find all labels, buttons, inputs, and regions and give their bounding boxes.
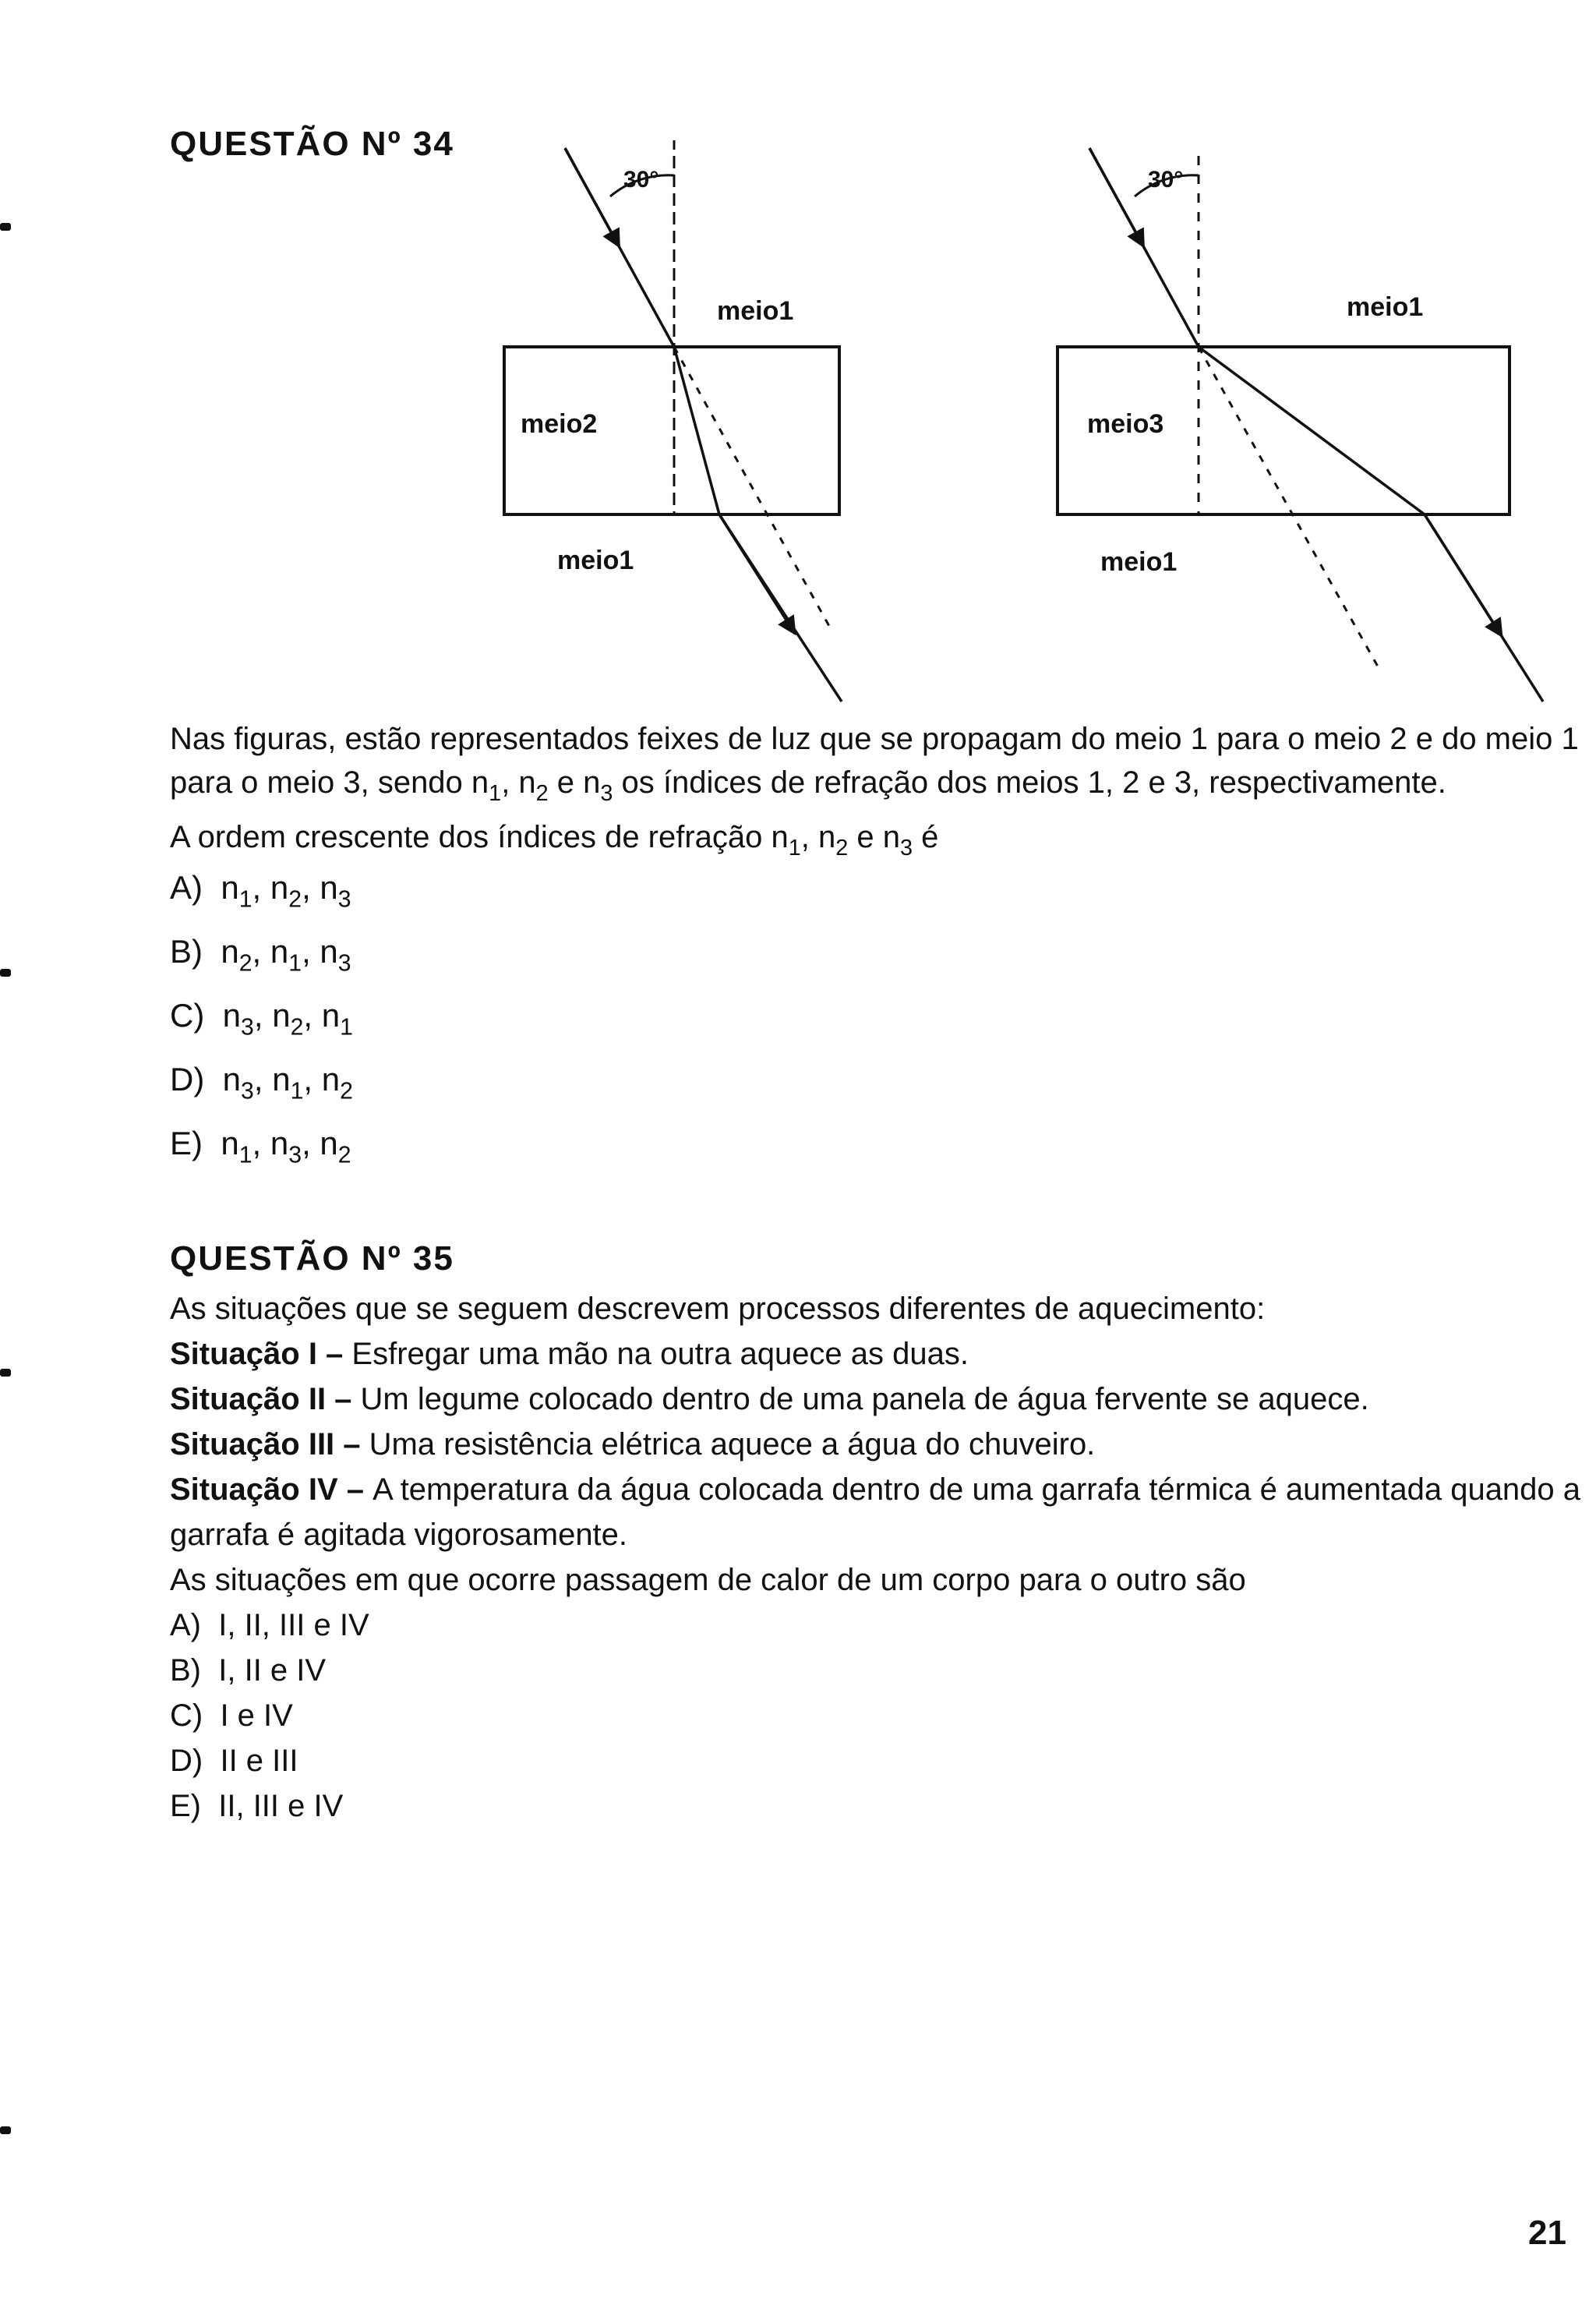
label-meio3: meio3 [1087, 409, 1164, 439]
situation-4: Situação IV – A temperatura da água colocada dentro de uma garrafa térmica é aumentada quando a [170, 1472, 1581, 1507]
question-35-body [170, 1286, 1580, 1829]
option-a[interactable]: A) $n_1$, $n_2$, $n_3$ [170, 869, 351, 913]
option-c[interactable]: C) I e IV [170, 1698, 293, 1733]
question-34-options [170, 869, 353, 1189]
stem-line-3: A ordem crescente dos índices de refração $n_1$, $n_2$ e $n_3$ é [170, 820, 939, 861]
question-34-stem [170, 717, 1579, 870]
question-34-heading: QUESTÃO Nº 34 [170, 125, 454, 163]
label-meio2: meio2 [521, 409, 598, 439]
situation-2: Situação II – Um legume colocado dentro de uma panela de água fervente se aquece. [170, 1382, 1369, 1416]
angle-label-left: 30° [623, 167, 659, 193]
label-meio1-top-left: meio1 [717, 296, 794, 326]
refraction-figure [468, 140, 1590, 725]
margin-mark [0, 1369, 11, 1377]
option-a[interactable]: A) I, II, III e IV [170, 1608, 369, 1642]
label-meio1-bottom-left: meio1 [557, 546, 634, 575]
option-d[interactable]: D) II e III [170, 1744, 298, 1778]
intro-text: As situações que se seguem descrevem processos diferentes de aquecimento: [170, 1292, 1266, 1326]
option-c[interactable]: C) $n_3$, $n_2$, $n_1$ [170, 997, 353, 1041]
margin-mark [0, 2126, 11, 2134]
question-text: As situações em que ocorre passagem de calor de um corpo para o outro são [170, 1563, 1246, 1597]
margin-mark [0, 223, 11, 231]
page-number: 21 [1528, 2214, 1566, 2252]
situation-1: Situação I – Esfregar uma mão na outra aquece as duas. [170, 1337, 969, 1371]
situation-3: Situação III – Uma resistência elétrica aquece a água do chuveiro. [170, 1427, 1096, 1461]
option-b[interactable]: B) I, II e IV [170, 1653, 327, 1688]
question-35-heading: QUESTÃO Nº 35 [170, 1239, 454, 1278]
label-meio1-bottom-right: meio1 [1100, 547, 1178, 577]
stem-line-1: Nas figuras, estão representados feixes de luz que se propagam do meio 1 para o meio 2 e do meio 1 [170, 722, 1579, 756]
stem-line-2: para o meio 3, sendo $n_1$, $n_2$ e $n_3$ os índices de refração dos meios 1, 2 e 3, respectivamente. [170, 765, 1446, 807]
angle-label-right: 30° [1148, 167, 1184, 193]
label-meio1-top-right: meio1 [1347, 292, 1424, 322]
option-e[interactable]: E) II, III e IV [170, 1789, 344, 1823]
margin-mark [0, 969, 11, 977]
option-b[interactable]: B) $n_2$, $n_1$, $n_3$ [170, 933, 351, 977]
situation-4-continued: garrafa é agitada vigorosamente. [170, 1518, 628, 1552]
option-e[interactable]: E) $n_1$, $n_3$, $n_2$ [170, 1125, 351, 1168]
option-d[interactable]: D) $n_3$, $n_1$, $n_2$ [170, 1061, 353, 1105]
